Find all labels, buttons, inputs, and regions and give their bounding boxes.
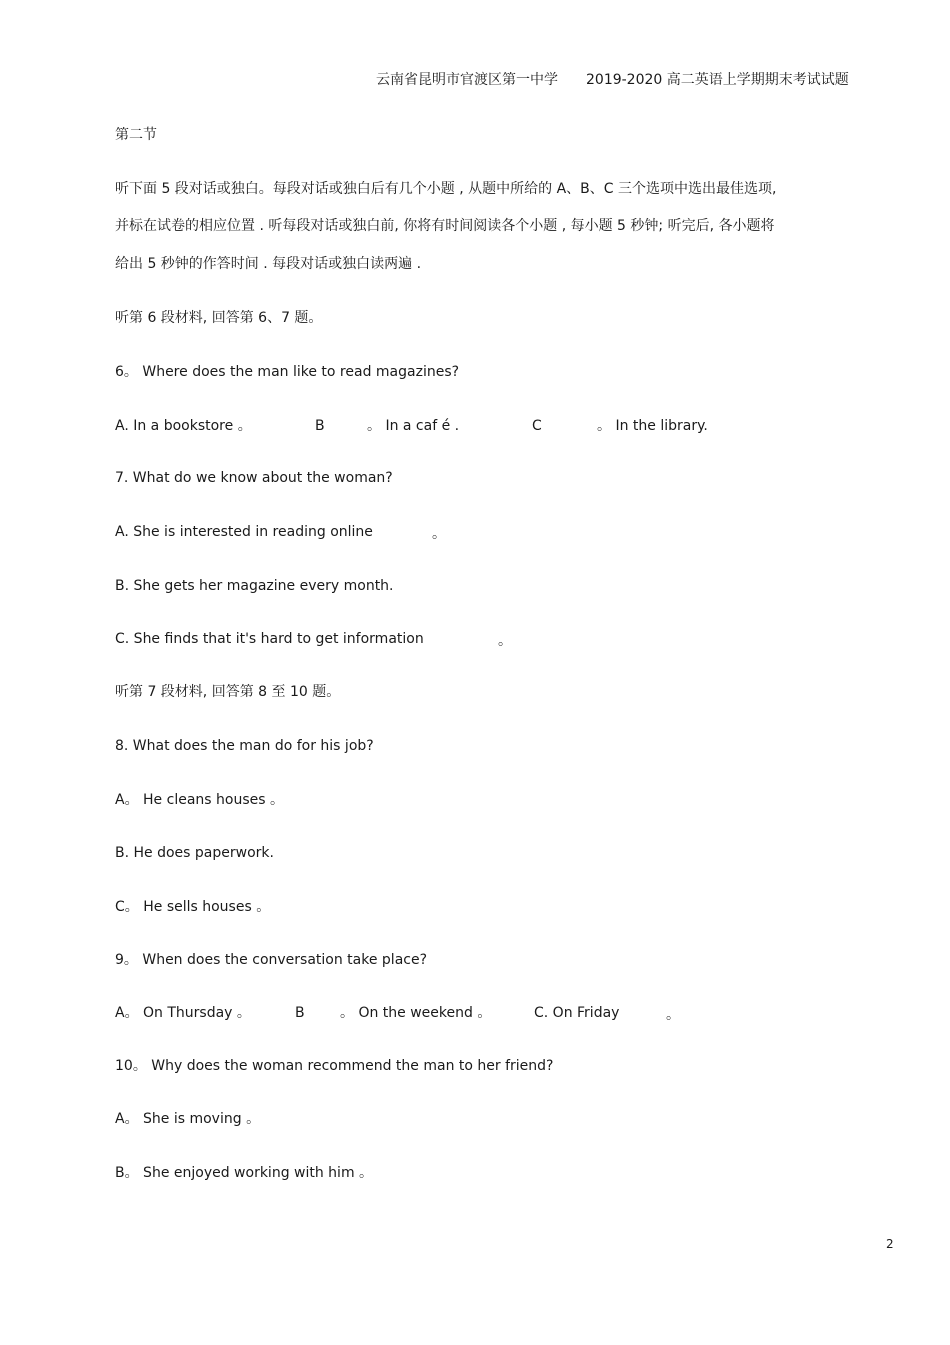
- q7-option-b: B. She gets her magazine every month.: [115, 578, 394, 594]
- instruction-line-2: 并标在试卷的相应位置 . 听每段对话或独白前, 你将有时间阅读各个小题 , 每小题 5 秒钟; 听完后, 各小题将: [115, 218, 775, 234]
- q6-option-c-text: 。 In the library.: [597, 418, 708, 434]
- q9-option-b-label: B: [295, 1005, 305, 1021]
- q7-option-c: C. She finds that it's hard to get information: [115, 631, 424, 647]
- q9-option-c: C. On Friday: [534, 1005, 620, 1021]
- q9-option-b-text: 。 On the weekend 。: [340, 1005, 492, 1021]
- q9-option-a: A。 On Thursday 。: [115, 1005, 251, 1021]
- page-header: [376, 71, 849, 89]
- q10-option-a: A。 She is moving 。: [115, 1111, 261, 1127]
- q7-option-c-end: 。: [498, 633, 512, 649]
- instruction-line-3: 给出 5 秒钟的作答时间 . 每段对话或独白读两遍 .: [115, 256, 422, 272]
- q8-option-c: C。 He sells houses 。: [115, 899, 271, 915]
- group-heading-8-10: 听第 7 段材料, 回答第 8 至 10 题。: [115, 684, 341, 700]
- q9-option-c-end: 。: [666, 1007, 680, 1023]
- q7-option-a-end: 。: [432, 526, 446, 542]
- q6-option-a: A. In a bookstore 。: [115, 418, 252, 434]
- question-9: 9。 When does the conversation take place?: [115, 952, 428, 968]
- q8-option-b: B. He does paperwork.: [115, 845, 274, 861]
- group-heading-6-7: 听第 6 段材料, 回答第 6、7 题。: [115, 310, 323, 326]
- header-exam: 2019-2020 高二英语上学期期末考试试题: [586, 72, 849, 88]
- question-7: 7. What do we know about the woman?: [115, 470, 393, 486]
- q6-option-b-label: B: [315, 418, 325, 434]
- q7-option-a: A. She is interested in reading online: [115, 524, 373, 540]
- page-number: 2: [886, 1237, 894, 1251]
- q10-option-b: B。 She enjoyed working with him 。: [115, 1165, 374, 1181]
- question-6: 6。 Where does the man like to read magazines?: [115, 364, 460, 380]
- q6-option-b-text: 。 In a caf é .: [367, 418, 460, 434]
- instruction-line-1: 听下面 5 段对话或独白。每段对话或独白后有几个小题 , 从题中所给的 A、B、C 三个选项中选出最佳选项,: [115, 181, 777, 197]
- q6-option-c-label: C: [532, 418, 542, 434]
- section-title: 第二节: [115, 127, 157, 143]
- q8-option-a: A。 He cleans houses 。: [115, 792, 284, 808]
- question-10: 10。 Why does the woman recommend the man to her friend?: [115, 1058, 554, 1074]
- question-8: 8. What does the man do for his job?: [115, 738, 374, 754]
- header-school: 云南省昆明市官渡区第一中学: [376, 72, 558, 88]
